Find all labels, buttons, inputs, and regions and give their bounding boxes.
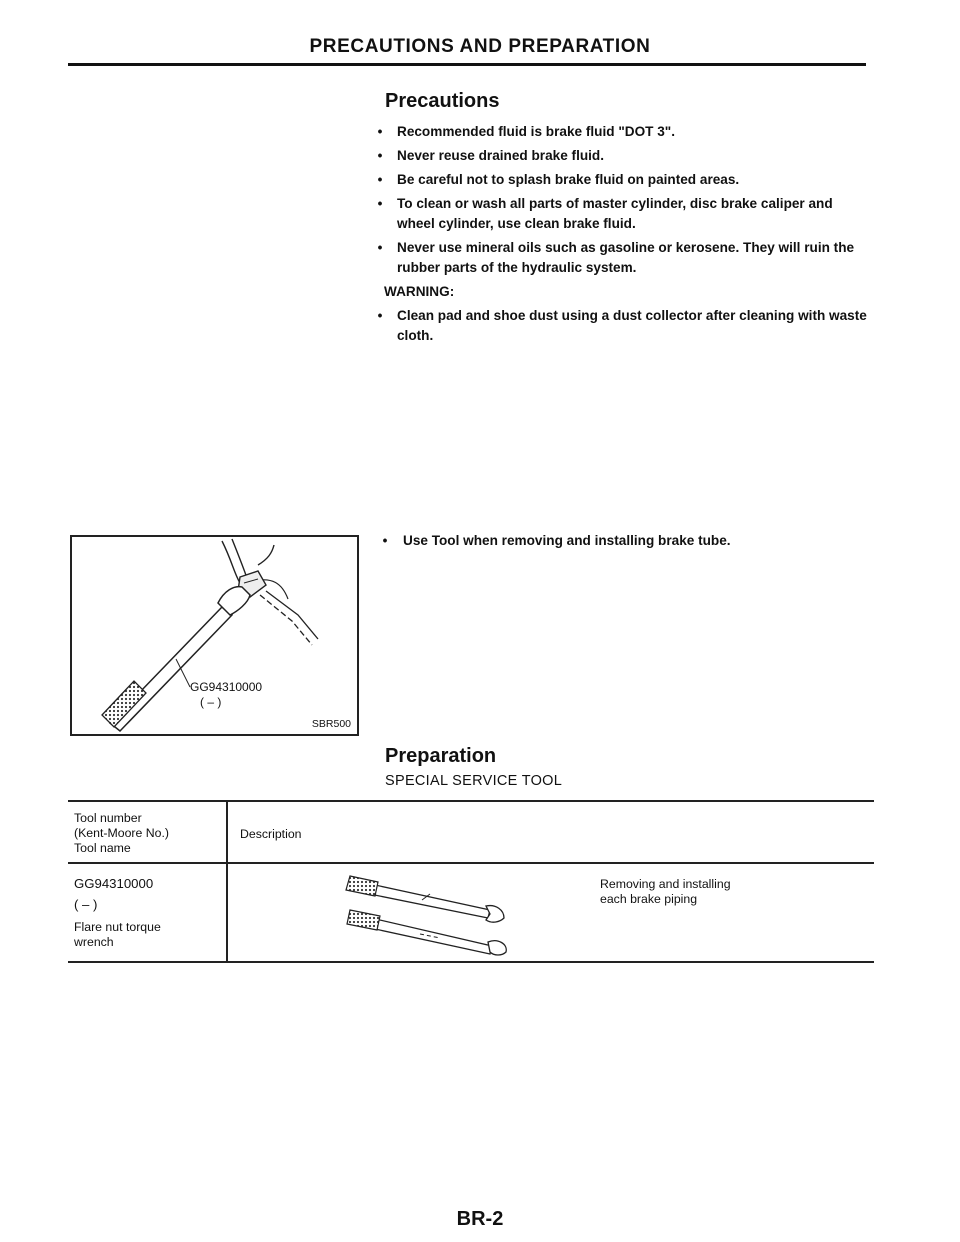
precautions-title: Precautions	[385, 90, 500, 112]
table-bottom-rule	[68, 961, 874, 963]
table-row-description	[600, 877, 731, 907]
preparation-subtitle: SPECIAL SERVICE TOOL	[385, 773, 563, 789]
bullet-text: Recommended fluid is brake fluid "DOT 3".	[397, 124, 676, 139]
list-item	[370, 238, 870, 278]
bullet-dot: •	[377, 124, 383, 139]
figure-tool-kent: ( – )	[200, 695, 222, 709]
tool-note	[375, 533, 855, 548]
figure-box	[70, 535, 359, 736]
flare-nut-wrench-icon	[340, 868, 520, 958]
table-header-rule	[68, 862, 874, 864]
preparation-title: Preparation	[385, 745, 497, 767]
bullet-dot: •	[377, 148, 383, 163]
precautions-list	[370, 122, 870, 350]
list-item	[370, 170, 870, 190]
list-item	[370, 194, 870, 234]
table-top-rule	[68, 800, 874, 802]
description-line: Removing and installing	[600, 877, 731, 891]
bullet-text: Never use mineral oils such as gasoline or kerosene. They will ruin the rubber parts of the hydraulic system.	[397, 240, 855, 275]
header-line: (Kent-Moore No.)	[74, 826, 169, 840]
bullet-dot: •	[377, 240, 383, 255]
tool-note-text: Use Tool when removing and installing brake tube.	[403, 533, 731, 548]
tool-name-line: Flare nut torque	[74, 920, 161, 934]
bullet-dot: •	[377, 196, 383, 211]
list-item	[370, 146, 870, 166]
list-item	[370, 122, 870, 142]
bullet-dot: •	[382, 533, 388, 548]
bullet-text: Never reuse drained brake fluid.	[397, 148, 605, 163]
table-column-divider	[226, 801, 228, 963]
page-number: BR-2	[456, 1208, 504, 1230]
warning-label: WARNING:	[384, 284, 455, 299]
table-header-description: Description	[240, 827, 302, 841]
bullet-text: Be careful not to splash brake fluid on painted areas.	[397, 172, 740, 187]
table-row-tool-name	[74, 920, 161, 950]
table-row-tool-number: GG94310000	[74, 876, 154, 891]
figure-code: SBR500	[311, 718, 351, 730]
page-header: PRECAUTIONS AND PREPARATION	[309, 36, 651, 57]
bullet-dot: •	[377, 172, 383, 187]
header-line: Tool number	[74, 811, 142, 825]
header-line: Tool name	[74, 841, 131, 855]
header-rule	[68, 63, 866, 66]
bullet-text: To clean or wash all parts of master cylinder, disc brake caliper and wheel cylinder, use clean brake fluid.	[397, 196, 833, 231]
table-header-tool	[74, 811, 169, 856]
list-item	[370, 306, 870, 346]
table-row-kent-moore: ( – )	[74, 897, 98, 912]
bullet-dot: •	[377, 308, 383, 323]
tool-name-line: wrench	[74, 935, 114, 949]
figure-tool-label: GG94310000	[190, 680, 263, 694]
bullet-text: Clean pad and shoe dust using a dust collector after cleaning with waste cloth.	[397, 308, 867, 343]
description-line: each brake piping	[600, 892, 698, 906]
